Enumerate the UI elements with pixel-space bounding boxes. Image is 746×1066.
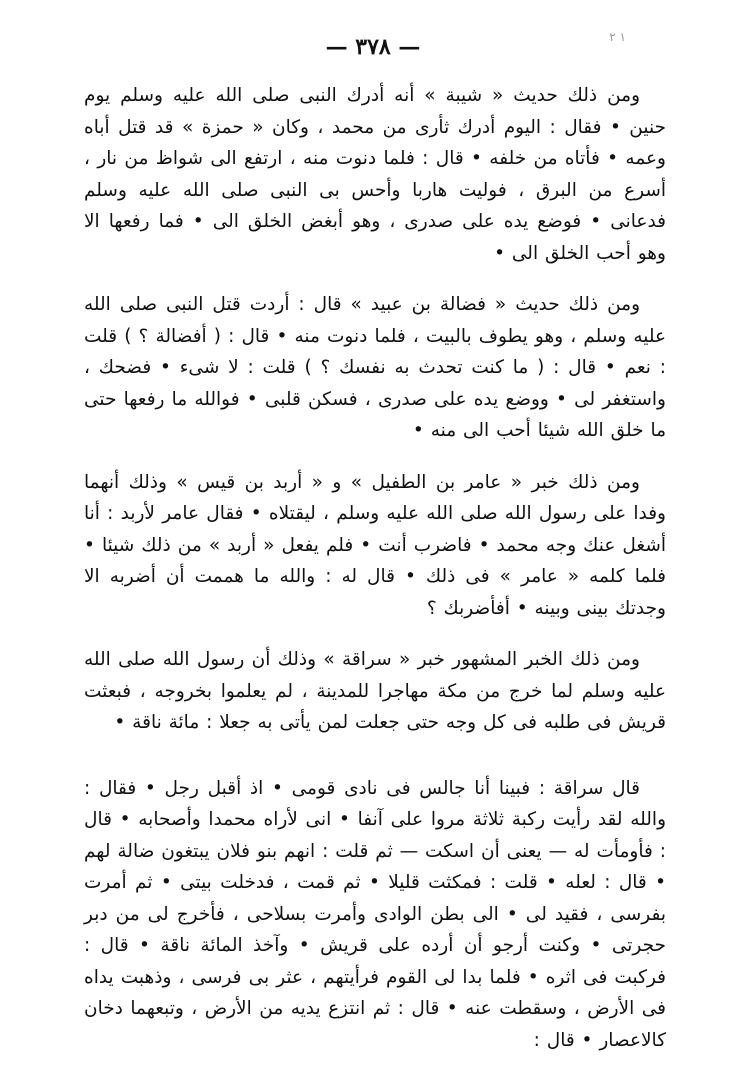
paragraph-suraqah-intro: ومن ذلك الخبر المشهور خبر « سراقة » وذلك أن رسول الله صلى الله عليه وسلم لما خرج من مكة مهاجرا للمدينة ، لم يعلموا بخروجه ، فبعثت قريش فى طلبه فى كل وجه حتى جعلت لمن يأتى به جعلا : مائة ناقة • <box>84 649 666 733</box>
corner-mark: ۱ ۲ <box>609 30 626 44</box>
body-text <box>84 80 666 1056</box>
paragraph-fadalah: ومن ذلك حديث « فضالة بن عبيد » قال : أردت قتل النبى صلى الله عليه وسلم ، وهو يطوف بالبيت ، فلما دنوت منه • قال : ( أفضالة ؟ ) قلت : نعم • قال : ( ما كنت تحدث به نفسك ؟ ) قلت : لا شىء • فضحك ، واستغفر لى • ووضع يده على صدرى ، فسكن قلبى • فوالله ما رفعها حتى ما خلق الله شيئا أحب الى منه • <box>84 294 666 441</box>
paragraph-shaybah: ومن ذلك حديث « شيبة » أنه أدرك النبى صلى الله عليه وسلم يوم حنين • فقال : اليوم أدرك ثأرى من محمد ، وكان « حمزة » قد قتل أباه وعمه • فأتاه من خلفه • قال : فلما دنوت منه ، ارتفع الى شواظ من نار ، أسرع من البرق ، فوليت هاربا وأحس بى النبى صلى الله عليه وسلم فدعانى • فوضع يده على صدرى ، وهو أبغض الخلق الى • فما رفعها الا وهو أحب الخلق الى • <box>84 85 666 264</box>
page-number: — ٣٧٨ — <box>325 34 421 60</box>
paragraph-amir-arbad: ومن ذلك خبر « عامر بن الطفيل » و « أربد بن قيس » وذلك أنهما وفدا على رسول الله صلى الله عليه وسلم ، ليقتلاه • فقال عامر لأربد : أنا أشغل عنك وجه محمد • فاضرب أنت • فلم يفعل « أربد » من ذلك شيئا • فلما كلمه « عامر » فى ذلك • قال له : والله ما هممت أن أضربه الا وجدتك بينى وبينه • أفأضربك ؟ <box>84 471 666 619</box>
paragraph-suraqah-account: قال سراقة : فبينا أنا جالس فى نادى قومى • اذ أقبل رجل • فقال : والله لقد رأيت ركبة ثلاثة مروا على آنفا • انى لأراه محمدا وأصحابه • قال : فأومأت له — يعنى أن اسكت — ثم قلت : انهم بنو فلان يبتغون ضالة لهم • قال : لعله • قلت : فمكثت قليلا • ثم قمت ، فدخلت بيتى • ثم أمرت بفرسى ، فقيد لى • الى بطن الوادى وأمرت بسلاحى ، فأخرج لى من دبر حجرتى • وكنت أرجو أن أرده على قريش • وآخذ المائة ناقة • قال : فركبت فى اثره • فلما بدا لى القوم فرأيتهم ، عثر بى فرسى ، وذهبت يداه فى الأرض ، وسقطت عنه • قال : ثم انتزع يديه من الأرض ، وتبعهما دخان كالاعصار • قال : <box>84 777 666 1051</box>
